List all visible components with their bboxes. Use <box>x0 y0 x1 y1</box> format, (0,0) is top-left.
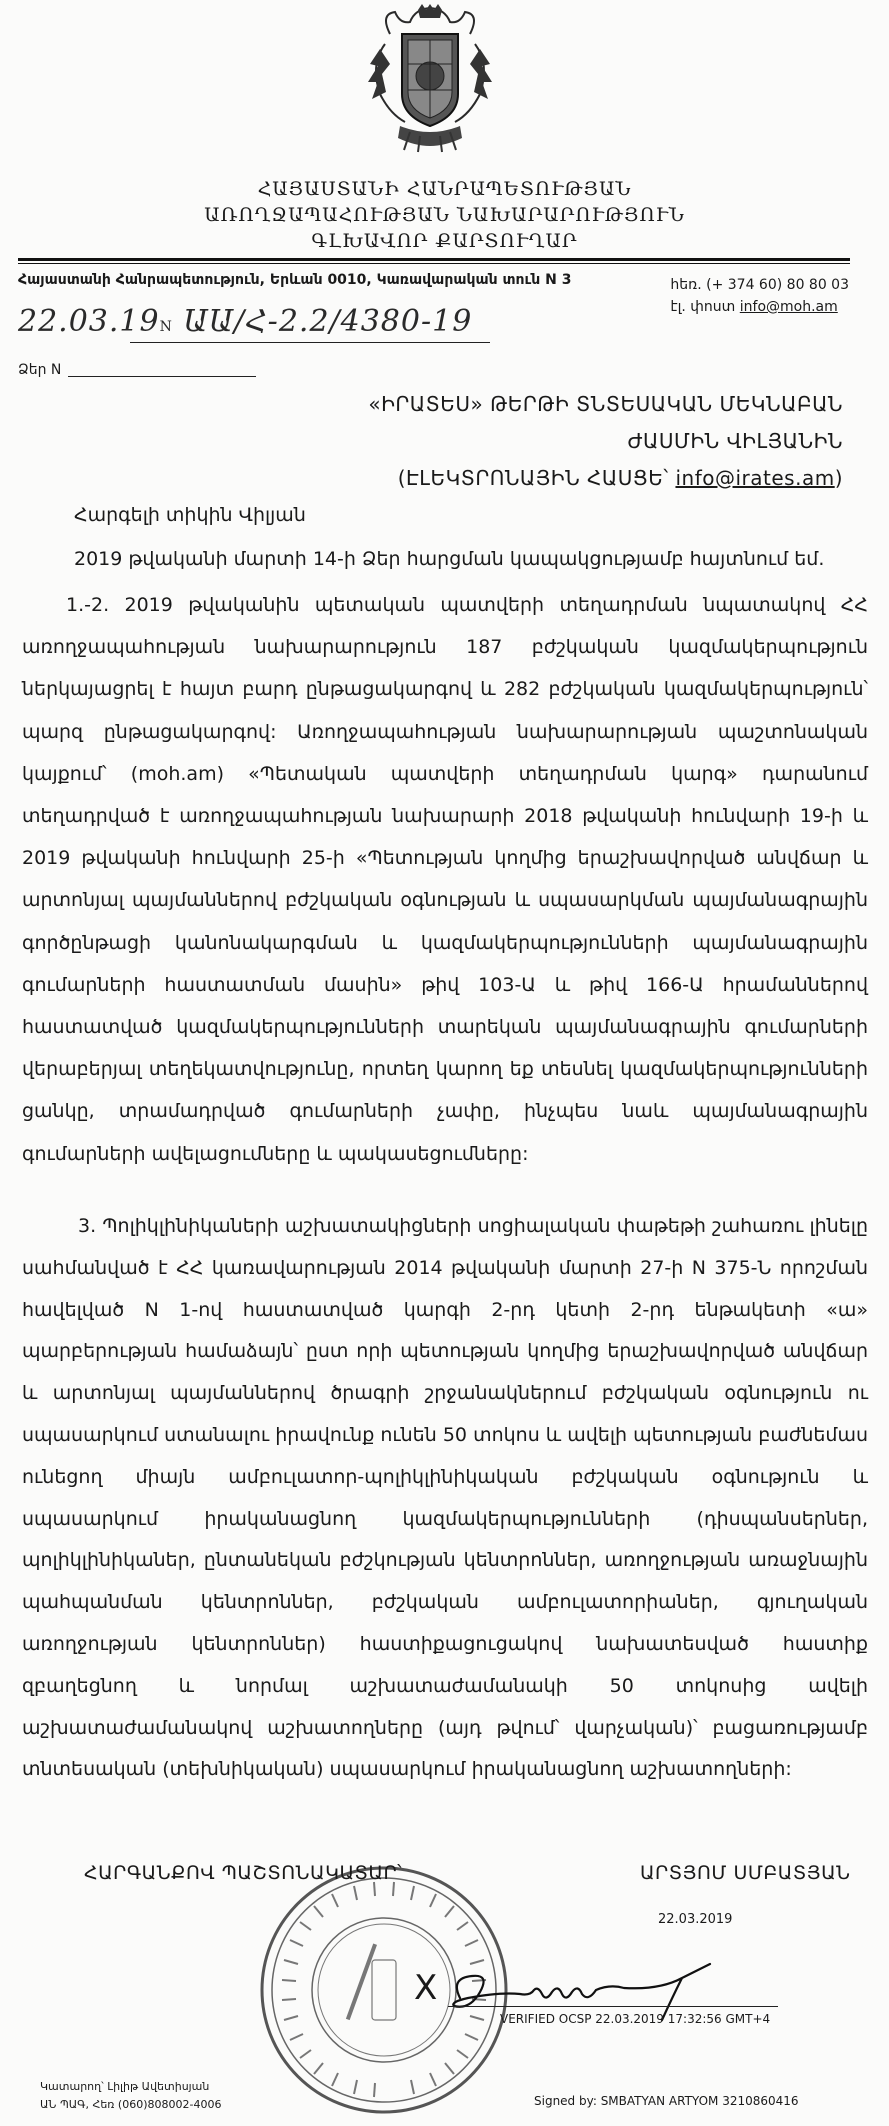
recipient-email[interactable]: info@irates.am <box>675 466 835 490</box>
signatory-name: ԱՐՏՅՈՄ ՍՄԲԱՏՅԱՆ <box>640 1862 851 1884</box>
executor-name: Կատարող՝ Լիլիթ Ավետիսյան <box>40 2080 210 2093</box>
outgoing-number-handwritten <box>18 304 472 339</box>
ministry-contact <box>670 274 849 318</box>
executor-phone: ԱՆ ՊԱԳ, Հեռ (060)808002-4006 <box>40 2098 222 2111</box>
header-ministry: ԱՌՈՂՋԱՊԱՀՈՒԹՅԱՆ ՆԱԽԱՐԱՐՈՒԹՅՈՒՆ <box>204 204 685 226</box>
header-divider-thick <box>18 258 850 261</box>
outgoing-number-line <box>130 342 490 343</box>
ministry-address: Հայաստանի Հանրապետություն, Երևան 0010, Կառավարական տուն N 3 <box>18 272 572 288</box>
header-country: ՀԱՅԱՍՏԱՆԻ ՀԱՆՐԱՊԵՏՈՒԹՅԱՆ <box>257 178 632 200</box>
body-paragraph-3: 3. Պոլիկլինիկաների աշխատակիցների սոցիալական փաթեթի շահառու լինելը սահմանված է ՀՀ կառավարության 2014 թվականի մարտի 27-ի N 375-Ն որոշման հավելված N 1-ով հաստատված կարգի 2-րդ կետի 2-րդ ենթակետի «ա» պարբերության համաձայն՝ ըստ որի պետության կողմից երաշխավորված անվճար և արտոնյալ պայմաններով ծրագրի շրջանակներում բժշկական օգնություն ու սպասարկում ստանալու իրավունք ունեն 50 տոկոս և ավելի պետության բաժնեմաս ունեցող միայն ամբուլատոր-պոլիկլինիկական բժշկական օգնություն և սպասարկում իրականացնող կազմակերպությունների (դիսպանսերներ, պոլիկլինիկաներ, ընտանեկան բժշկության կենտրոններ, առողջության առաջնային պահպանման կենտրոններ, բժշկական ամբուլատորիաներ, գյուղական առողջության կենտրոններ) հաստիքացուցակով նախատեսված հաստիք զբաղեցնող և նորմալ աշխատաժամանակի 50 տոկոսից ավելի աշխատաժամանակով աշխատողները (այդ թվում՝ վարչական)՝ բացառությամբ տնտեսական (տեխնիկական) սպասարկում իրականացնող աշխատողների: <box>22 1215 868 1781</box>
handwritten-signature <box>410 1958 730 2038</box>
executor-block <box>40 2078 221 2114</box>
outgoing-n-label: N <box>159 319 173 335</box>
contact-email-link[interactable]: info@moh.am <box>739 299 838 315</box>
intro-sentence: 2019 թվականի մարտի 14-ի Ձեր հարցման կապակցությամբ հայտնում եմ. <box>74 548 825 570</box>
signature-line <box>448 2006 778 2007</box>
signatory-title: ՀԱՐԳԱՆՔՈՎ ՊԱՇՏՈՆԱԿԱՏԱՐ՝ <box>84 1862 403 1884</box>
contact-email-row <box>670 296 849 318</box>
signature-verified-note: VERIFIED OCSP 22.03.2019 17:32:56 GMT+4 <box>500 2012 771 2026</box>
ministry-header <box>0 176 889 254</box>
recipient-name: ԺԱՍՄԻՆ ՎԻԼՅԱՆԻՆ <box>627 429 843 453</box>
signature-date: 22.03.2019 <box>658 1912 733 1927</box>
coat-of-arms-emblem <box>360 4 500 154</box>
salutation: Հարգելի տիկին Վիլյան <box>74 504 306 526</box>
recipient-email-prefix: (ԷԼԵԿՏՐՈՆԱՅԻՆ ՀԱՍՑԵ՝ <box>397 466 676 490</box>
signature-x-mark: X <box>414 1968 438 2008</box>
recipient-block <box>368 386 843 497</box>
body-paragraph-1: 1.-2. 2019 թվականին պետական պատվերի տեղադրման նպատակով ՀՀ առողջապահության նախարարություն 187 բժշկական կազմակերպություն ներկայացրել է հայտ բարդ ընթացակարգով և 282 բժշկական կազմակերպություն՝ պարզ ընթացակարգով: Առողջապահության նախարարության պաշտոնական կայքում՝ (moh.am) «Պետական պատվերի տեղադրման կարգ» դարանում տեղադրված է առողջապահության նախարարի 2018 թվականի հունվարի 19-ի և 2019 թվականի հունվարի 25-ի «Պետության կողմից երաշխավորված անվճար և արտոնյալ պայմաններով բժշկական օգնության և սպասարկման պայմանագրային գործընթացի կանոնակարգման և կազմակերպությունների պայմանագրային գումարների հաստատման մասին» թիվ 103-Ա և թիվ 166-Ա հրամաններով հաստատված կազմակերպությունների տարեկան պայմանագրային գումարների վերաբերյալ տեղեկատվությունը, որտեղ կարող եք տեսնել կազմակերպությունների ցանկը, տրամադրված գումարների չափը, ինչպես նաև պայմանագրային գումարների ավելացումները և պակասեցումները: <box>22 594 868 1165</box>
outgoing-date: 22.03.19 <box>18 304 160 339</box>
recipient-title: «ԻՐԱՏԵՍ» ԹԵՐԹԻ ՏՆՏԵՍԱԿԱՆ ՄԵԿՆԱԲԱՆ <box>368 392 843 416</box>
reply-number-label: Ձեր N <box>18 362 62 378</box>
contact-email-label: էլ. փոստ <box>670 299 736 315</box>
header-office: ԳԼԽԱՎՈՐ ՔԱՐՏՈՒՂԱՐ <box>311 230 578 252</box>
recipient-email-suffix: ) <box>834 466 843 490</box>
outgoing-reference: ԱԱ/Հ-2.2/4380-19 <box>183 304 473 339</box>
reply-number-line <box>68 376 256 377</box>
signature-signed-by: Signed by: SMBATYAN ARTYOM 3210860416 <box>534 2094 799 2108</box>
recipient-email-row <box>368 460 843 497</box>
contact-phone: հեռ. (+ 374 60) 80 80 03 <box>670 277 849 293</box>
header-divider-thin <box>18 263 850 264</box>
